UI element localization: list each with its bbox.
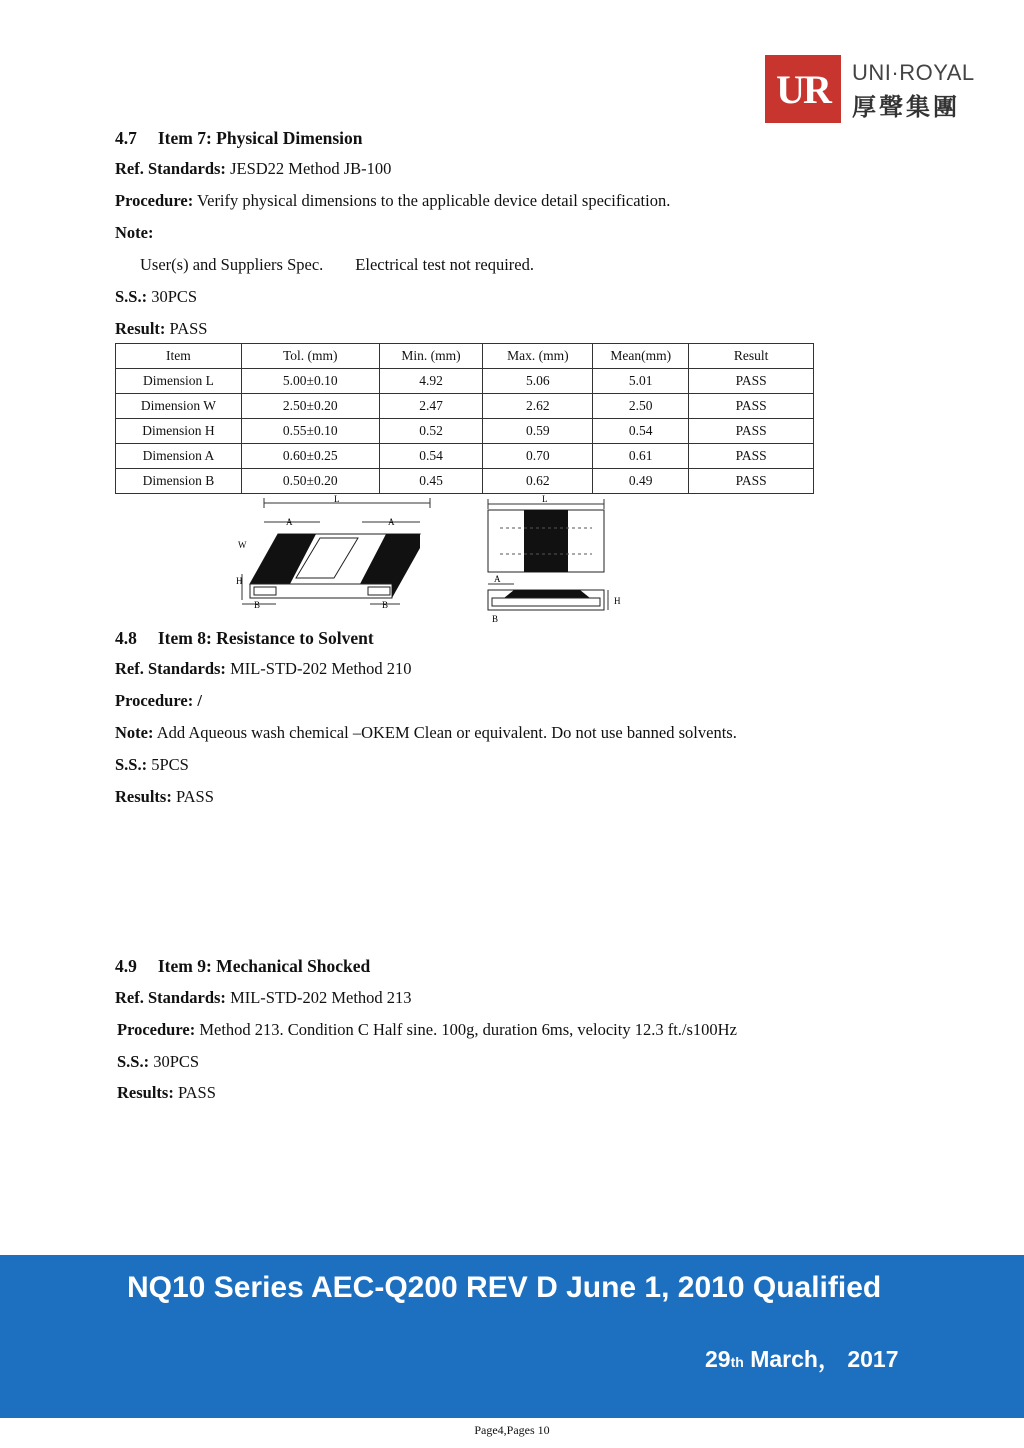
table-header: Item xyxy=(116,344,242,369)
company-name-cn: 厚聲集團 xyxy=(852,93,960,121)
ss-label: S.S.: xyxy=(117,1052,150,1071)
footer-date xyxy=(705,1341,899,1374)
procedure-label: Procedure: / xyxy=(115,691,202,710)
table-header: Min. (mm) xyxy=(379,344,483,369)
label-A-top: A xyxy=(494,574,501,584)
table-header: Result xyxy=(689,344,814,369)
table-cell: PASS xyxy=(689,469,814,494)
table-cell: Dimension L xyxy=(116,369,242,394)
label-W: W xyxy=(238,540,247,550)
result-label: Results: xyxy=(115,787,172,806)
table-cell: 0.60±0.25 xyxy=(241,444,379,469)
result-value: PASS xyxy=(177,1083,216,1102)
result-label: Results: xyxy=(117,1083,174,1102)
note-value: Add Aqueous wash chemical –OKEM Clean or equivalent. Do not use banned solvents. xyxy=(156,723,737,742)
note-label-line xyxy=(115,223,153,243)
company-logo-mark: UR xyxy=(765,55,841,123)
ref-standards-line xyxy=(115,659,412,679)
procedure-line xyxy=(115,191,670,211)
table-cell: 5.00±0.10 xyxy=(241,369,379,394)
ref-label: Ref. Standards: xyxy=(115,159,226,178)
result-line xyxy=(115,319,207,339)
ref-label: Ref. Standards: xyxy=(115,988,226,1007)
table-cell: 0.55±0.10 xyxy=(241,419,379,444)
footer-banner xyxy=(0,1255,1024,1418)
table-cell: PASS xyxy=(689,444,814,469)
procedure-label: Procedure: xyxy=(115,191,194,210)
table-cell: 5.06 xyxy=(483,369,593,394)
table-cell: PASS xyxy=(689,369,814,394)
table-header: Tol. (mm) xyxy=(241,344,379,369)
ss-label: S.S.: xyxy=(115,755,148,774)
label-H: H xyxy=(236,576,243,586)
table-cell: 0.49 xyxy=(593,469,689,494)
result-line xyxy=(117,1083,216,1103)
table-header: Mean(mm) xyxy=(593,344,689,369)
procedure-value: Method 213. Condition C Half sine. 100g, duration 6ms, velocity 12.3 ft./s100Hz xyxy=(199,1020,737,1039)
table-cell: Dimension B xyxy=(116,469,242,494)
procedure-line xyxy=(117,1020,737,1040)
sample-size-line xyxy=(115,755,189,775)
table-cell: Dimension W xyxy=(116,394,242,419)
result-value: PASS xyxy=(175,787,214,806)
label-A-left: A xyxy=(286,517,293,527)
table-cell: 0.54 xyxy=(593,419,689,444)
section-4-9-heading xyxy=(115,956,370,977)
label-L-top: L xyxy=(542,494,548,504)
procedure-line xyxy=(115,691,202,711)
table-row xyxy=(116,469,814,494)
procedure-value: Verify physical dimensions to the applicable device detail specification. xyxy=(197,191,671,210)
ref-value: JESD22 Method JB-100 xyxy=(230,159,392,178)
result-value: PASS xyxy=(169,319,208,338)
table-row xyxy=(116,394,814,419)
note-line xyxy=(140,255,534,275)
result-label: Result: xyxy=(115,319,166,338)
label-A-right: A xyxy=(388,517,395,527)
label-B-left: B xyxy=(254,600,261,610)
section-title: Item 9: Mechanical Shocked xyxy=(157,956,371,976)
section-title: Item 8: Resistance to Solvent xyxy=(157,628,374,648)
section-title: Item 7: Physical Dimension xyxy=(157,128,363,148)
note-label: Note: xyxy=(115,223,154,242)
section-4-7-heading xyxy=(115,128,363,149)
label-B-top: B xyxy=(492,614,499,624)
ref-value: MIL-STD-202 Method 210 xyxy=(230,659,412,678)
table-cell: 0.45 xyxy=(379,469,483,494)
ref-label: Ref. Standards: xyxy=(115,659,226,678)
date-day: 29 xyxy=(705,1346,731,1372)
table-cell: 2.50 xyxy=(593,394,689,419)
ref-standards-line xyxy=(115,988,412,1008)
section-number: 4.8 xyxy=(115,628,137,648)
table-cell: 5.01 xyxy=(593,369,689,394)
section-number: 4.9 xyxy=(115,956,137,976)
note-line xyxy=(115,723,737,743)
footer-title: NQ10 Series AEC-Q200 REV D June 1, 2010 Qualified xyxy=(127,1271,882,1304)
table-cell: 0.70 xyxy=(483,444,593,469)
table-row xyxy=(116,444,814,469)
note-text-2: Electrical test not required. xyxy=(355,255,534,274)
table-cell: 2.62 xyxy=(483,394,593,419)
company-name-en: UNI·ROYAL xyxy=(852,60,975,85)
ss-value: 30PCS xyxy=(151,287,198,306)
sample-size-line xyxy=(115,287,197,307)
procedure-label: Procedure: xyxy=(117,1020,196,1039)
ss-label: S.S.: xyxy=(115,287,148,306)
table-cell: 0.50±0.20 xyxy=(241,469,379,494)
table-row xyxy=(116,369,814,394)
table-cell: 2.47 xyxy=(379,394,483,419)
section-4-8-heading xyxy=(115,628,374,649)
label-B-right: B xyxy=(382,600,389,610)
date-rest: March， 2017 xyxy=(743,1346,899,1372)
table-cell: 4.92 xyxy=(379,369,483,394)
table-row xyxy=(116,419,814,444)
ss-value: 5PCS xyxy=(151,755,189,774)
ref-standards-line xyxy=(115,159,391,179)
table-cell: 0.61 xyxy=(593,444,689,469)
dimension-table xyxy=(115,343,814,494)
page-number: Page4,Pages 10 xyxy=(474,1423,550,1437)
note-label: Note: xyxy=(115,723,154,742)
label-H-top: H xyxy=(614,596,621,606)
sample-size-line xyxy=(117,1052,199,1072)
table-cell: Dimension H xyxy=(116,419,242,444)
section-number: 4.7 xyxy=(115,128,137,148)
note-text-1: User(s) and Suppliers Spec. xyxy=(140,255,324,274)
chip-resistor-3d-diagram xyxy=(230,494,440,610)
table-header-row xyxy=(116,344,814,369)
ref-value: MIL-STD-202 Method 213 xyxy=(230,988,412,1007)
chip-resistor-top-side-diagram xyxy=(484,494,634,626)
ss-value: 30PCS xyxy=(153,1052,200,1071)
table-cell: PASS xyxy=(689,394,814,419)
table-cell: Dimension A xyxy=(116,444,242,469)
table-cell: 0.62 xyxy=(483,469,593,494)
result-line xyxy=(115,787,214,807)
table-cell: 0.52 xyxy=(379,419,483,444)
table-cell: 0.59 xyxy=(483,419,593,444)
table-cell: 0.54 xyxy=(379,444,483,469)
table-cell: 2.50±0.20 xyxy=(241,394,379,419)
date-suffix: th xyxy=(730,1354,744,1370)
table-cell: PASS xyxy=(689,419,814,444)
table-header: Max. (mm) xyxy=(483,344,593,369)
label-L: L xyxy=(334,494,340,504)
